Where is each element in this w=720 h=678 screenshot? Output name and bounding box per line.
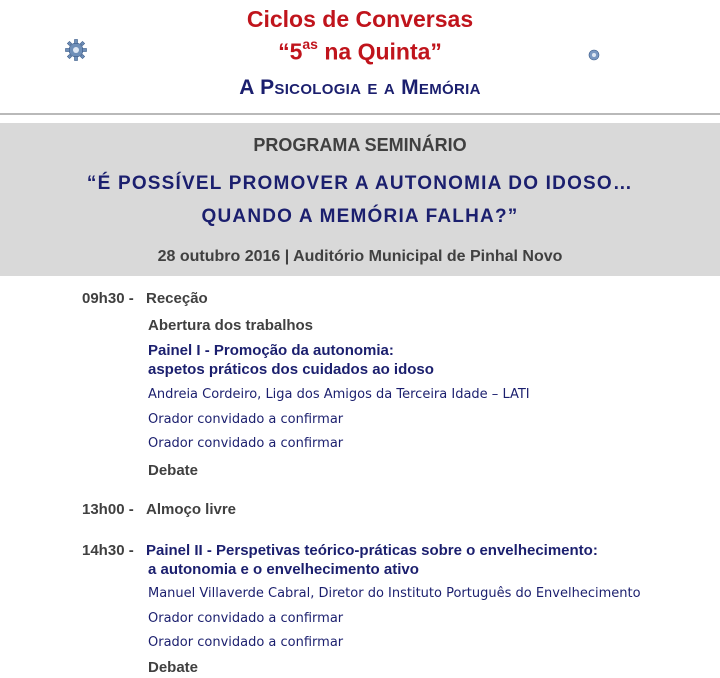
seminar-title-line2: QUANDO A MEMÓRIA FALHA?” <box>201 206 519 227</box>
speaker: Andreia Cordeiro, Liga dos Amigos da Terceira Idade – LATI <box>148 387 530 402</box>
program-label: PROGRAMA SEMINÁRIO <box>253 135 467 155</box>
seminar-banner <box>0 123 720 276</box>
panel-title: a autonomia e o envelhecimento ativo <box>148 561 419 578</box>
speaker: Manuel Villaverde Cabral, Diretor do Instituto Português do Envelhecimento <box>148 586 641 601</box>
divider <box>0 113 720 115</box>
panel-title: aspetos práticos dos cuidados ao idoso <box>148 361 434 378</box>
header <box>0 0 720 112</box>
speaker: Orador convidado a confirmar <box>148 635 344 650</box>
seminar-title-line1: “É POSSÍVEL PROMOVER A AUTONOMIA DO IDOSO… <box>86 173 634 194</box>
speaker: Orador convidado a confirmar <box>148 436 344 451</box>
panel-title: Painel II - Perspetivas teórico-práticas sobre o envelhecimento: <box>146 542 598 559</box>
speaker: Orador convidado a confirmar <box>148 412 344 427</box>
time-slot: 13h00 - <box>82 501 134 518</box>
time-slot: 09h30 - <box>82 290 134 307</box>
speaker: Orador convidado a confirmar <box>148 611 344 626</box>
time-slot: 14h30 - <box>82 542 134 559</box>
schedule-item: Receção <box>146 290 208 307</box>
schedule-item: Abertura dos trabalhos <box>148 317 314 334</box>
date-venue: 28 outubro 2016 | Auditório Municipal de Pinhal Novo <box>157 248 563 265</box>
event-series-subtitle: “$5^{as}$ na Quinta” <box>278 36 442 65</box>
event-series-title: Ciclos de Conversas <box>246 6 474 32</box>
theme-title: A Psicologia e a Memória <box>239 76 481 99</box>
schedule-item: Almoço livre <box>146 501 237 518</box>
schedule-item: Debate <box>148 659 199 676</box>
panel-title: Painel I - Promoção da autonomia: <box>148 342 394 359</box>
schedule-item: Debate <box>148 462 199 479</box>
